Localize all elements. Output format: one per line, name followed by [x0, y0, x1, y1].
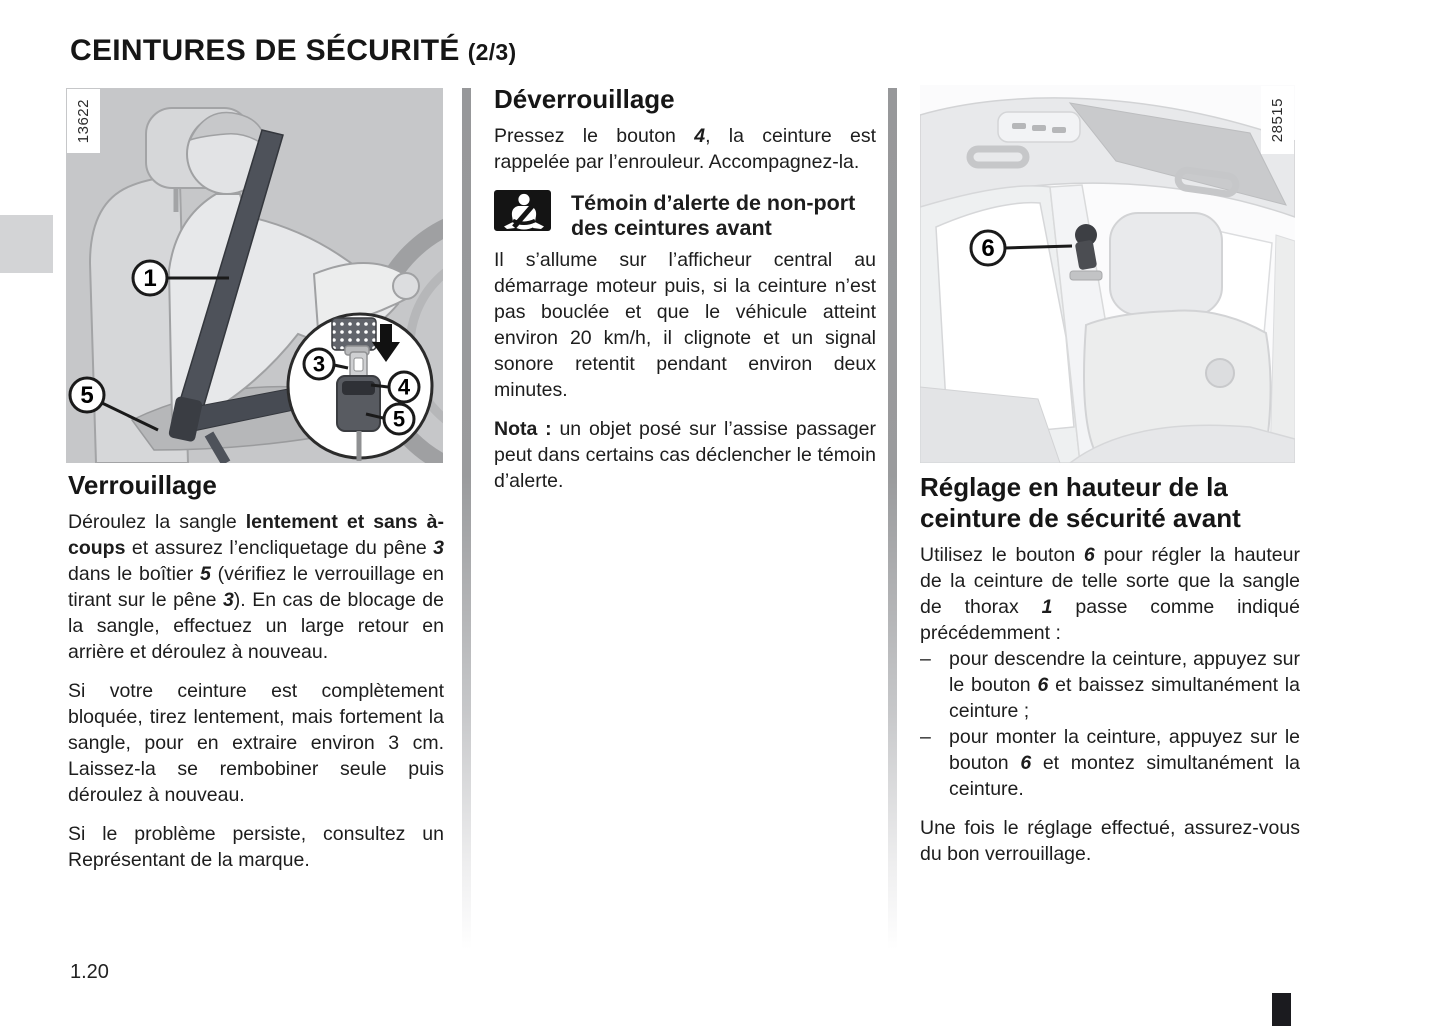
- left-margin-tab: [0, 215, 53, 273]
- bottom-right-mark: [1272, 993, 1291, 1026]
- callout-6: [971, 231, 1005, 265]
- svg-text:4: 4: [397, 374, 411, 400]
- svg-text:5: 5: [80, 382, 94, 409]
- paragraph: Si le problème persiste, consultez un Représentant de la marque.: [68, 823, 444, 871]
- paragraph: Déroulez la sangle lentement et sans à-coups et assurez l’encliquetage du pêne 3 dans le boîtier 5 (vérifiez le verrouillage en tirant sur le pêne 3). En cas de blocage de la sangle, effectuez un large retour en arrière et déroulez à nouveau.: [68, 511, 445, 663]
- svg-text:6: 6: [981, 235, 995, 262]
- warning-row: [494, 190, 876, 241]
- paragraph: Une fois le réglage effectué, assurez-vous du bon verrouillage.: [920, 817, 1300, 865]
- column-middle: [494, 84, 876, 507]
- release-button: [342, 381, 375, 395]
- paragraph: Il s’allume sur l’afficheur central au démarrage moteur puis, si la ceinture n’est pas bouclée et que le véhicule atteint environ 20 km/h, il clignote et un signal sonore retentit pendant environ deux minutes.: [494, 249, 876, 401]
- paragraph: Pressez le bouton 4, la ceinture est rappelée par l’enrouleur. Accompagnez-la.: [494, 125, 877, 173]
- column-left: [68, 470, 444, 886]
- callout-5-inset: [384, 404, 414, 434]
- page-title: [70, 34, 516, 68]
- paragraph: Utilisez le bouton 6 pour régler la hauteur de la ceinture de telle sorte que la sangle de thorax 1 passe comme indiqué précédemment :: [920, 544, 1300, 644]
- callout-4: [389, 372, 419, 402]
- callout-5: [70, 378, 104, 412]
- svg-text:5: 5: [392, 406, 406, 432]
- section-heading-verrouillage: Verrouillage: [68, 470, 217, 500]
- section-heading-deverrouillage: Déverrouillage: [494, 84, 675, 114]
- bullet-item: – pour descendre la ceinture, appuyez sur le bouton 6 et baissez simultanément la ceinture ;: [920, 648, 1300, 722]
- column-divider-left: [462, 88, 471, 950]
- paragraph: Si votre ceinture est complètement bloquée, tirez lentement, mais fortement la sangle, pour en extraire environ 3 cm. Laissez-la se rembobiner seule puis déroulez à nouveau.: [68, 680, 444, 806]
- figure-id-left: 13622: [67, 89, 100, 153]
- bullet-dash: –: [920, 648, 931, 670]
- interior-illustration: [920, 85, 1295, 463]
- page-number: 1.20: [70, 961, 109, 983]
- bullet-list: [920, 646, 1300, 802]
- bullet-dash: –: [920, 726, 931, 748]
- page-title-suffix: (2/3): [467, 39, 517, 65]
- svg-text:3: 3: [312, 351, 326, 377]
- page-title-text: CEINTURES DE SÉCURITÉ: [70, 34, 460, 67]
- callout-1: [133, 261, 167, 295]
- figure-belt-height-adjuster: [920, 85, 1295, 463]
- figure-id-right: 28515: [1261, 86, 1294, 154]
- headrest: [1110, 213, 1222, 315]
- paragraph: Nota : un objet posé sur l’assise passager peut dans certains cas déclencher le témoin d’alerte.: [494, 418, 876, 492]
- section-heading-reglage: Réglage en hauteur de la ceinture de sécurité avant: [920, 472, 1241, 533]
- column-right: [920, 472, 1300, 880]
- warning-heading: Témoin d’alerte de non-port des ceintures avant: [571, 191, 856, 240]
- svg-text:1: 1: [143, 265, 157, 292]
- figure-seatbelt-driver: [66, 88, 443, 463]
- column-divider-right: [888, 88, 897, 950]
- seatbelt-driver-illustration: [66, 88, 443, 463]
- bullet-item: – pour monter la ceinture, appuyez sur le bouton 6 et montez simultanément la ceinture.: [920, 726, 1300, 800]
- seatbelt-warning-icon: [494, 190, 551, 231]
- callout-3: [304, 349, 334, 379]
